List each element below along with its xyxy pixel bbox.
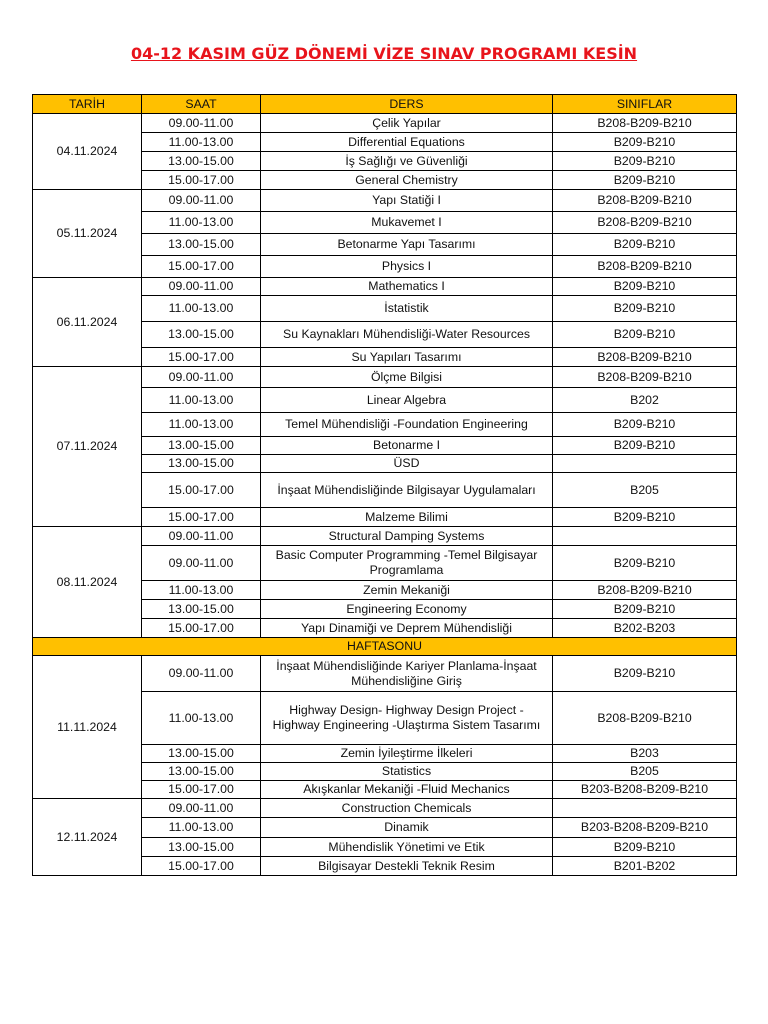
header-tarih: TARİH	[33, 95, 142, 114]
time-cell: 13.00-15.00	[142, 455, 261, 473]
course-cell: Betonarme I	[261, 437, 553, 455]
course-cell: İnşaat Mühendisliğinde Bilgisayar Uygulamaları	[261, 473, 553, 508]
table-row	[33, 278, 737, 296]
course-cell: İş Sağlığı ve Güvenliği	[261, 152, 553, 171]
rooms-cell: B203-B208-B209-B210	[553, 781, 737, 799]
rooms-cell: B209-B210	[553, 296, 737, 322]
rooms-cell: B202	[553, 388, 737, 413]
time-cell: 15.00-17.00	[142, 619, 261, 638]
weekend-row	[33, 638, 737, 656]
time-cell: 11.00-13.00	[142, 388, 261, 413]
course-cell: Yapı Statiği I	[261, 190, 553, 212]
header-row	[33, 95, 737, 114]
time-cell: 09.00-11.00	[142, 656, 261, 692]
table-row	[33, 527, 737, 546]
course-cell: Basic Computer Programming -Temel Bilgisayar Programlama	[261, 546, 553, 581]
date-cell: 05.11.2024	[33, 190, 142, 278]
time-cell: 11.00-13.00	[142, 413, 261, 437]
rooms-cell: B209-B210	[553, 508, 737, 527]
header-siniflar: SINIFLAR	[553, 95, 737, 114]
rooms-cell: B209-B210	[553, 278, 737, 296]
course-cell: Engineering Economy	[261, 600, 553, 619]
course-cell: Ölçme Bilgisi	[261, 367, 553, 388]
date-cell: 08.11.2024	[33, 527, 142, 638]
time-cell: 15.00-17.00	[142, 473, 261, 508]
date-cell: 06.11.2024	[33, 278, 142, 367]
date-cell: 04.11.2024	[33, 114, 142, 190]
rooms-cell: B203	[553, 745, 737, 763]
table-row	[33, 799, 737, 818]
course-cell: İnşaat Mühendisliğinde Kariyer Planlama-İnşaat Mühendisliğine Giriş	[261, 656, 553, 692]
course-cell: General Chemistry	[261, 171, 553, 190]
course-cell: Statistics	[261, 763, 553, 781]
time-cell: 13.00-15.00	[142, 838, 261, 857]
course-cell: Çelik Yapılar	[261, 114, 553, 133]
table-row	[33, 114, 737, 133]
rooms-cell: B209-B210	[553, 546, 737, 581]
table-row	[33, 656, 737, 692]
course-cell: Malzeme Bilimi	[261, 508, 553, 527]
rooms-cell: B208-B209-B210	[553, 581, 737, 600]
time-cell: 15.00-17.00	[142, 171, 261, 190]
header-saat: SAAT	[142, 95, 261, 114]
rooms-cell	[553, 455, 737, 473]
course-cell: Zemin İyileştirme İlkeleri	[261, 745, 553, 763]
rooms-cell	[553, 527, 737, 546]
course-cell: Su Yapıları Tasarımı	[261, 348, 553, 367]
header-ders: DERS	[261, 95, 553, 114]
table-row	[33, 190, 737, 212]
rooms-cell: B208-B209-B210	[553, 367, 737, 388]
rooms-cell: B208-B209-B210	[553, 114, 737, 133]
course-cell: Construction Chemicals	[261, 799, 553, 818]
rooms-cell: B203-B208-B209-B210	[553, 818, 737, 838]
rooms-cell: B209-B210	[553, 600, 737, 619]
rooms-cell: B209-B210	[553, 171, 737, 190]
rooms-cell: B201-B202	[553, 857, 737, 876]
rooms-cell: B208-B209-B210	[553, 348, 737, 367]
course-cell: Structural Damping Systems	[261, 527, 553, 546]
course-cell: Physics I	[261, 256, 553, 278]
time-cell: 11.00-13.00	[142, 818, 261, 838]
rooms-cell: B209-B210	[553, 437, 737, 455]
course-cell: Betonarme Yapı Tasarımı	[261, 234, 553, 256]
time-cell: 11.00-13.00	[142, 581, 261, 600]
date-cell: 12.11.2024	[33, 799, 142, 876]
date-cell: 11.11.2024	[33, 656, 142, 799]
course-cell: Temel Mühendisliği -Foundation Engineering	[261, 413, 553, 437]
rooms-cell: B205	[553, 473, 737, 508]
course-cell: Bilgisayar Destekli Teknik Resim	[261, 857, 553, 876]
time-cell: 13.00-15.00	[142, 322, 261, 348]
rooms-cell: B209-B210	[553, 152, 737, 171]
time-cell: 11.00-13.00	[142, 212, 261, 234]
course-cell: Dinamik	[261, 818, 553, 838]
rooms-cell: B209-B210	[553, 322, 737, 348]
rooms-cell: B209-B210	[553, 413, 737, 437]
course-cell: Mukavemet I	[261, 212, 553, 234]
page-title: 04-12 KASIM GÜZ DÖNEMİ VİZE SINAV PROGRAMI KESİN	[130, 44, 638, 63]
time-cell: 15.00-17.00	[142, 256, 261, 278]
course-cell: Differential Equations	[261, 133, 553, 152]
time-cell: 11.00-13.00	[142, 296, 261, 322]
time-cell: 11.00-13.00	[142, 133, 261, 152]
time-cell: 09.00-11.00	[142, 367, 261, 388]
course-cell: Linear Algebra	[261, 388, 553, 413]
table-row	[33, 367, 737, 388]
exam-schedule-table	[32, 94, 737, 876]
time-cell: 13.00-15.00	[142, 437, 261, 455]
time-cell: 09.00-11.00	[142, 527, 261, 546]
time-cell: 09.00-11.00	[142, 114, 261, 133]
rooms-cell: B208-B209-B210	[553, 692, 737, 745]
course-cell: Highway Design- Highway Design Project - Highway Engineering -Ulaştırma Sistem Tasarımı	[261, 692, 553, 745]
time-cell: 15.00-17.00	[142, 508, 261, 527]
time-cell: 15.00-17.00	[142, 857, 261, 876]
time-cell: 13.00-15.00	[142, 763, 261, 781]
weekend-label: HAFTASONU	[33, 638, 737, 656]
course-cell: Yapı Dinamiği ve Deprem Mühendisliği	[261, 619, 553, 638]
course-cell: ÜSD	[261, 455, 553, 473]
time-cell: 13.00-15.00	[142, 600, 261, 619]
course-cell: İstatistik	[261, 296, 553, 322]
time-cell: 11.00-13.00	[142, 692, 261, 745]
rooms-cell: B202-B203	[553, 619, 737, 638]
time-cell: 15.00-17.00	[142, 348, 261, 367]
time-cell: 09.00-11.00	[142, 278, 261, 296]
rooms-cell: B208-B209-B210	[553, 212, 737, 234]
time-cell: 13.00-15.00	[142, 745, 261, 763]
rooms-cell: B209-B210	[553, 838, 737, 857]
time-cell: 13.00-15.00	[142, 234, 261, 256]
rooms-cell: B209-B210	[553, 234, 737, 256]
course-cell: Akışkanlar Mekaniği -Fluid Mechanics	[261, 781, 553, 799]
time-cell: 09.00-11.00	[142, 190, 261, 212]
course-cell: Zemin Mekaniği	[261, 581, 553, 600]
time-cell: 15.00-17.00	[142, 781, 261, 799]
date-cell: 07.11.2024	[33, 367, 142, 527]
rooms-cell	[553, 799, 737, 818]
time-cell: 09.00-11.00	[142, 546, 261, 581]
rooms-cell: B208-B209-B210	[553, 256, 737, 278]
rooms-cell: B209-B210	[553, 656, 737, 692]
course-cell: Mühendislik Yönetimi ve Etik	[261, 838, 553, 857]
time-cell: 09.00-11.00	[142, 799, 261, 818]
course-cell: Mathematics I	[261, 278, 553, 296]
rooms-cell: B209-B210	[553, 133, 737, 152]
rooms-cell: B205	[553, 763, 737, 781]
course-cell: Su Kaynakları Mühendisliği-Water Resources	[261, 322, 553, 348]
rooms-cell: B208-B209-B210	[553, 190, 737, 212]
schedule-body	[33, 114, 737, 876]
time-cell: 13.00-15.00	[142, 152, 261, 171]
